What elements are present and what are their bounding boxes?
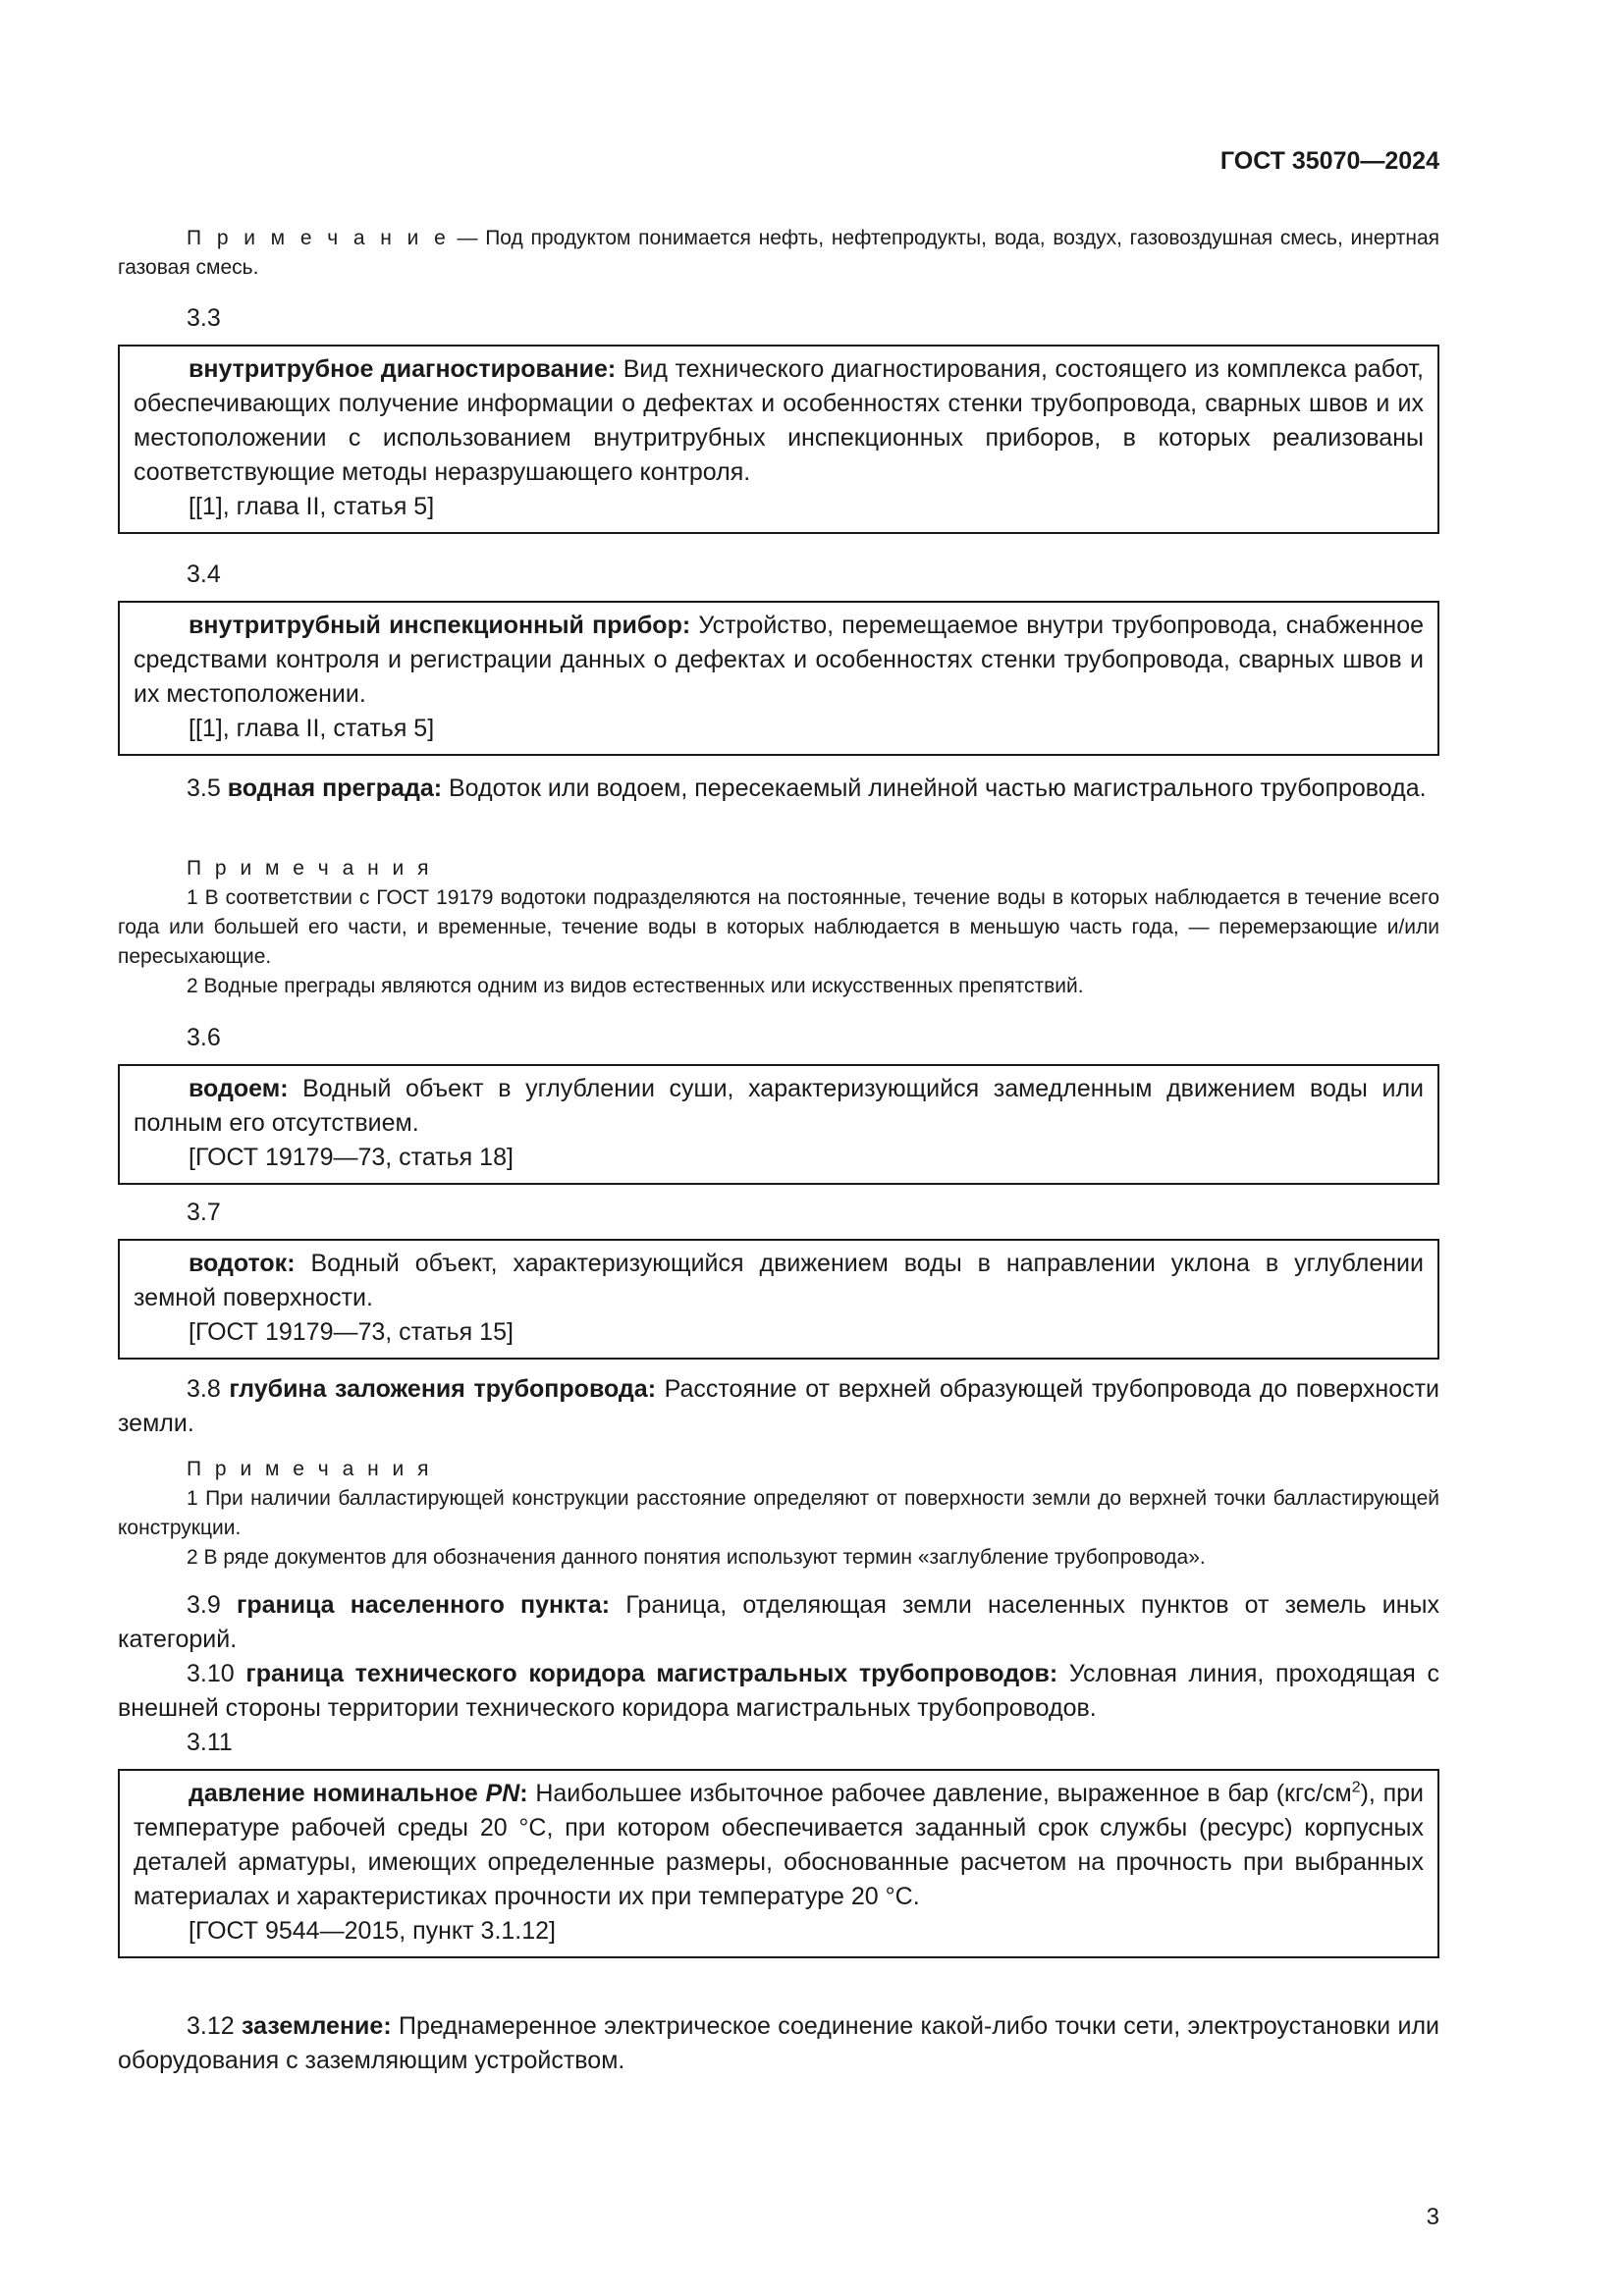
term-box	[118, 1064, 1439, 1185]
term-title: глубина заложения трубопровода:	[229, 1375, 657, 1403]
note-2: 2 В ряде документов для обозначения данного понятия используют термин «заглубление трубопровода».	[187, 1546, 1206, 1569]
notes-3-8	[118, 1455, 1439, 1573]
term-source: [ГОСТ 19179—73, статья 18]	[189, 1144, 514, 1171]
term-title: внутритрубный инспекционный прибор:	[189, 612, 691, 639]
term-definition: Граница, отделяющая земли населенных пунктов от земель иных категорий.	[118, 1591, 1439, 1653]
term-title: давление номинальное	[189, 1780, 486, 1807]
notes-3-5	[118, 854, 1439, 1001]
term-definition: Вид технического диагностирования, состоящего из комплекса работ, обеспечивающих получение информации о дефектах и особенностях стенки трубопровода, сварных швов и их местоположении с использованием внутритрубных инспекционных приборов, в которых реализованы соответствующие методы неразрушающего контроля.	[134, 355, 1424, 486]
term-number: 3.11	[187, 1729, 233, 1756]
term-3-6	[118, 1021, 1439, 1185]
term-title: заземление:	[242, 2012, 392, 2040]
term-definition: Водный объект в углублении суши, характеризующийся замедленным движением воды или полным его отсутствием.	[134, 1075, 1424, 1137]
term-definition: Преднамеренное электрическое соединение какой-либо точки сети, электроустановки или оборудования с заземляющим устройством.	[118, 2012, 1439, 2074]
note-product	[118, 224, 1439, 283]
note-text: — Под продуктом понимается нефть, нефтепродукты, вода, воздух, газовоздушная смесь, инертная газовая смесь.	[118, 227, 1439, 279]
term-3-9	[118, 1588, 1439, 1657]
term-3-4	[118, 558, 1439, 756]
term-3-7	[118, 1196, 1439, 1360]
term-title: внутритрубное диагностирование:	[189, 355, 617, 383]
term-source: [ГОСТ 19179—73, статья 15]	[189, 1318, 514, 1346]
term-number: 3.7	[187, 1199, 221, 1226]
term-box	[118, 1769, 1439, 1958]
term-definition-cont: ), при температуре рабочей среды 20 °С, при котором обеспечивается заданный срок службы (ресурс) корпусных деталей арматуры, имеющих определенные размеры, обоснованные расчетом на прочность при выбранных материалах и характеристиках прочности их при температуре 20 °С.	[134, 1780, 1425, 1910]
term-number: 3.3	[187, 304, 221, 332]
term-number: 3.10	[187, 1660, 246, 1687]
term-number: 3.9	[187, 1591, 237, 1619]
term-box	[118, 345, 1439, 534]
term-source: [[1], глава II, статья 5]	[189, 715, 435, 742]
term-definition: Наибольшее избыточное рабочее давление, выраженное в бар (кгс/см	[527, 1780, 1352, 1807]
term-definition: Расстояние от верхней образующей трубопровода до поверхности земли.	[118, 1375, 1440, 1437]
term-box	[118, 1239, 1439, 1360]
term-3-11	[118, 1726, 1439, 1958]
term-box	[118, 601, 1439, 756]
term-title: граница технического коридора магистральных трубопроводов:	[245, 1660, 1058, 1687]
term-definition: Водоток или водоем, пересекаемый линейной частью магистрального трубопровода.	[442, 774, 1427, 802]
term-definition: Условная линия, проходящая с внешней стороны территории технического коридора магистральных трубопроводов.	[118, 1660, 1439, 1722]
term-3-12	[118, 2009, 1439, 2078]
document-page	[118, 0, 1439, 2296]
term-definition: Водный объект, характеризующийся движением воды в направлении уклона в углублении земной поверхности.	[134, 1250, 1424, 1311]
page-number: 3	[1426, 2204, 1439, 2230]
note-1: 1 В соответствии с ГОСТ 19179 водотоки подразделяются на постоянные, течение воды в которых наблюдается в течение всего года или большей его части, и временные, течение воды в которых наблюдается в меньшую часть года, — перемерзающие и/или пересыхающие.	[118, 886, 1439, 968]
term-3-10	[118, 1657, 1439, 1726]
term-colon: :	[519, 1780, 528, 1807]
term-3-8	[118, 1372, 1439, 1441]
superscript: 2	[1351, 1779, 1361, 1796]
term-number: 3.6	[187, 1024, 221, 1051]
term-number: 3.5	[187, 774, 228, 802]
term-source: [ГОСТ 9544—2015, пункт 3.1.12]	[189, 1917, 556, 1945]
notes-label: П р и м е ч а н и я	[187, 857, 433, 880]
term-title: водоток:	[189, 1250, 296, 1277]
notes-label: П р и м е ч а н и я	[187, 1458, 433, 1480]
term-title: граница населенного пункта:	[236, 1591, 611, 1619]
term-title: водная преграда:	[227, 774, 443, 802]
term-3-3	[118, 301, 1439, 534]
note-2: 2 Водные преграды являются одним из видов естественных или искусственных препятствий.	[187, 975, 1084, 997]
term-symbol: PN	[485, 1780, 520, 1807]
document-id-header: ГОСТ 35070—2024	[1219, 147, 1439, 175]
term-number: 3.12	[187, 2012, 243, 2040]
term-source: [[1], глава II, статья 5]	[189, 493, 435, 520]
term-title: водоем:	[189, 1075, 289, 1102]
note-1: 1 При наличии балластирующей конструкции расстояние определяют от поверхности земли до верхней точки балластирующей конструкции.	[118, 1487, 1439, 1539]
term-number: 3.4	[187, 561, 221, 588]
note-label: П р и м е ч а н и е	[187, 227, 450, 249]
term-number: 3.8	[187, 1375, 230, 1403]
term-3-5	[118, 772, 1439, 806]
term-definition: Устройство, перемещаемое внутри трубопровода, снабженное средствами контроля и регистрации данных о дефектах и особенностях стенки трубопровода, сварных швов и их местоположении.	[134, 612, 1424, 708]
